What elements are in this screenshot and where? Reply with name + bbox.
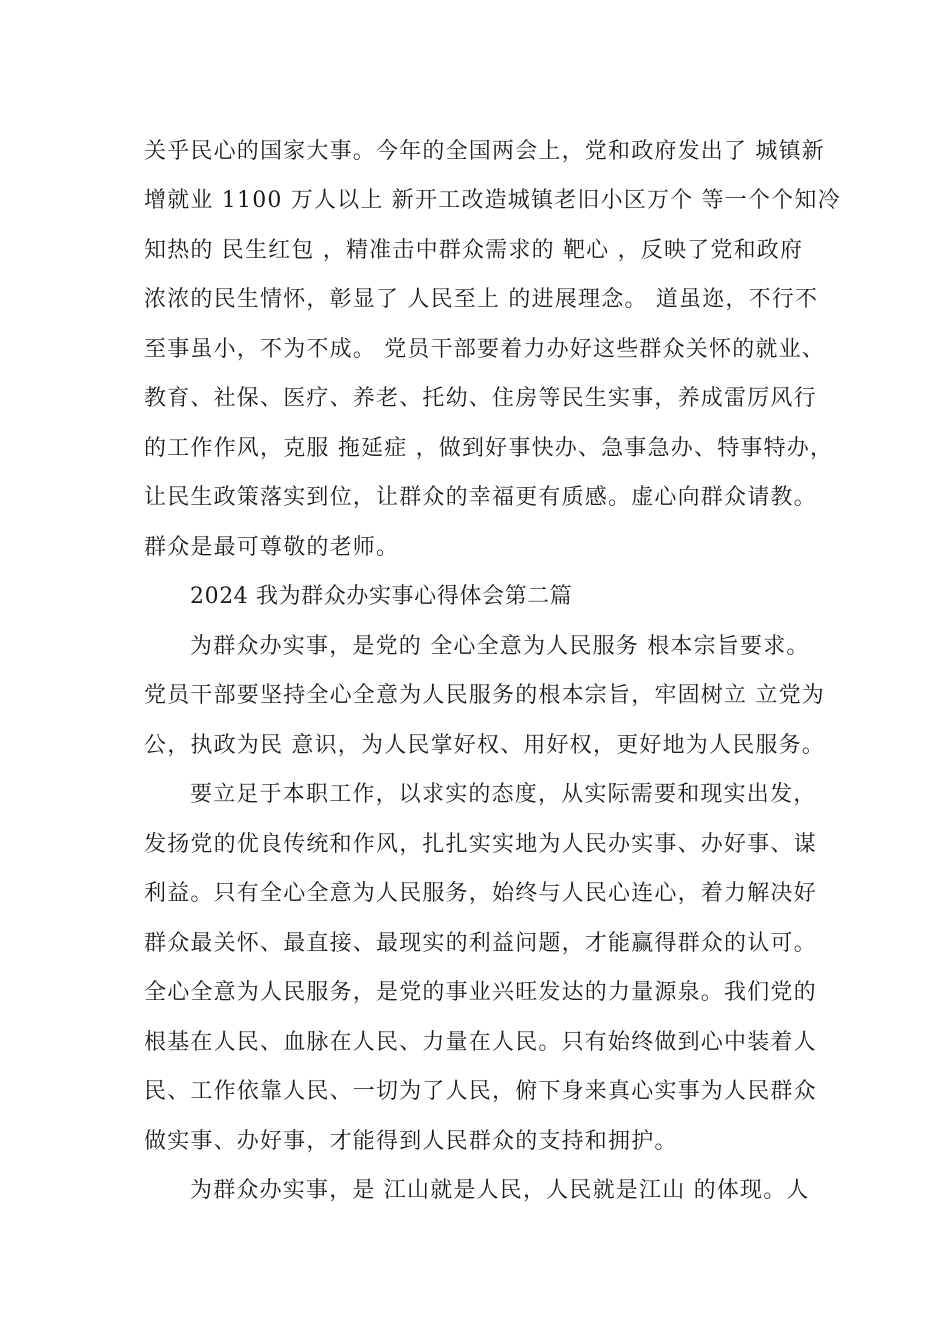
text-line: 群众是最可尊敬的老师。 bbox=[144, 535, 400, 560]
text-line: 发扬党的优良传统和作风，扎扎实实地为人民办实事、办好事、谋 bbox=[144, 832, 817, 857]
section-title: 2024 我为群众办实事心得体会第二篇 bbox=[190, 584, 573, 609]
text-line: 为群众办实事，是党的 全心全意为人民服务 根本宗旨要求。 bbox=[190, 634, 810, 659]
text-line: 浓浓的民生情怀，彰显了 人民至上 的进展理念。 道虽迩，不行不 bbox=[144, 287, 819, 312]
text-line: 利益。只有全心全意为人民服务，始终与人民心连心，着力解决好 bbox=[144, 881, 817, 906]
text-line: 根基在人民、血脉在人民、力量在人民。只有始终做到心中装着人 bbox=[144, 1030, 817, 1055]
text-line: 公，执政为民 意识，为人民掌好权、用好权，更好地为人民服务。 bbox=[144, 733, 825, 758]
text-line: 关乎民心的国家大事。今年的全国两会上，党和政府发出了 城镇新 bbox=[144, 139, 825, 164]
text-line: 全心全意为人民服务，是党的事业兴旺发达的力量源泉。我们党的 bbox=[144, 980, 817, 1005]
text-line: 为群众办实事，是 江山就是人民，人民就是江山 的体现。人 bbox=[190, 1178, 810, 1203]
text-line: 的工作作风，克服 拖延症 ，做到好事快办、急事急办、特事特办， bbox=[144, 436, 834, 461]
text-line: 党员干部要坚持全心全意为人民服务的根本宗旨，牢固树立 立党为 bbox=[144, 683, 825, 708]
text-line: 知热的 民生红包 ，精准击中群众需求的 靶心 ，反映了党和政府 bbox=[144, 238, 804, 263]
text-line: 让民生政策落实到位，让群众的幸福更有质感。虚心向群众请教。 bbox=[144, 485, 817, 510]
text-line: 教育、社保、医疗、养老、托幼、住房等民生实事，养成雷厉风行 bbox=[144, 386, 817, 411]
text-line: 民、工作依靠人民、一切为了人民，俯下身来真心实事为人民群众 bbox=[144, 1079, 817, 1104]
text-line: 群众最关怀、最直接、最现实的利益问题，才能赢得群众的认可。 bbox=[144, 931, 817, 956]
text-line: 要立足于本职工作，以求实的态度，从实际需要和现实出发， bbox=[190, 782, 817, 807]
text-line: 增就业 1100 万人以上 新开工改造城镇老旧小区万个 等一个个知冷 bbox=[144, 188, 841, 213]
text-line: 做实事、办好事，才能得到人民群众的支持和拥护。 bbox=[144, 1129, 678, 1154]
text-line: 至事虽小，不为不成。 党员干部要着力办好这些群众关怀的就业、 bbox=[144, 337, 825, 362]
